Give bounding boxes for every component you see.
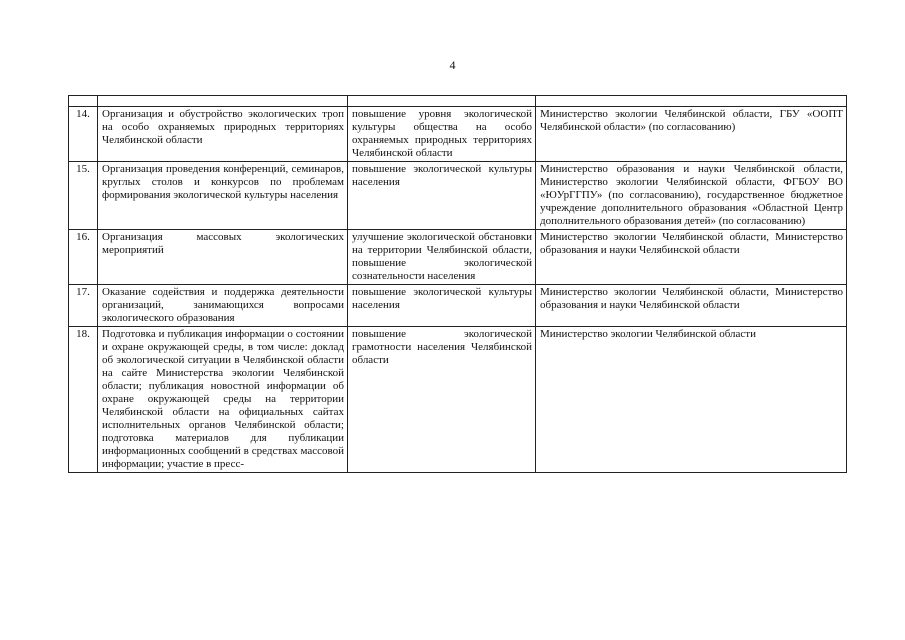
executors-cell [536, 162, 847, 230]
table-row [69, 230, 847, 285]
row-number: 16. [69, 230, 98, 285]
result-cell [348, 107, 536, 162]
action-cell [98, 162, 348, 230]
action-cell [98, 285, 348, 327]
row-number: 18. [69, 327, 98, 473]
action-text: Организация массовых экологических мероприятий [102, 231, 344, 256]
table-row [69, 327, 847, 473]
executors-text: Министерство экологии Челябинской области, Министерство образования и науки Челябинской области [540, 231, 843, 256]
row-number: 15. [69, 162, 98, 230]
result-cell [348, 285, 536, 327]
table-header-row [69, 96, 847, 107]
result-text: повышение экологической грамотности населения Челябинской области [352, 328, 532, 366]
result-text: улучшение экологической обстановки на территории Челябинской области, повышение экологической сознательности населения [352, 231, 532, 282]
executors-cell [536, 285, 847, 327]
executors-cell [536, 327, 847, 473]
executors-text: Министерство экологии Челябинской области [540, 328, 756, 340]
plan-table [68, 95, 847, 473]
header-cell-action [98, 96, 348, 107]
action-text: Оказание содействия и поддержка деятельности организаций, занимающихся вопросами экологического образования [102, 286, 344, 324]
executors-cell [536, 107, 847, 162]
executors-text: Министерство экологии Челябинской области, Министерство образования и науки Челябинской области [540, 286, 843, 311]
executors-text: Министерство экологии Челябинской области, ГБУ «ООПТ Челябинской области» (по согласованию) [540, 108, 843, 133]
action-cell [98, 107, 348, 162]
table-row [69, 162, 847, 230]
table-row [69, 107, 847, 162]
header-cell-executors [536, 96, 847, 107]
result-text: повышение уровня экологической культуры общества на особо охраняемых природных территориях Челябинской области [352, 108, 532, 159]
row-number: 17. [69, 285, 98, 327]
action-text: Подготовка и публикация информации о состоянии и охране окружающей среды, в том числе: доклад об экологической ситуации в Челябинской области на сайте Министерства экологии Челябинской области; публикация новостной информации об охране окружающей среды на территории Челябинской области на официальных сайтах исполнительных органов Челябинской области; подготовка материалов для публикации информационных сообщений в средствах массовой информации; участие в пресс- [102, 328, 344, 470]
result-cell [348, 162, 536, 230]
action-cell [98, 230, 348, 285]
result-cell [348, 230, 536, 285]
row-number: 14. [69, 107, 98, 162]
page-number: 4 [449, 58, 456, 72]
action-cell [98, 327, 348, 473]
table-row [69, 285, 847, 327]
executors-text: Министерство образования и науки Челябинской области, Министерство экологии Челябинской области, ФГБОУ ВО «ЮУрГГПУ» (по согласованию), государственное бюджетное учреждение дополнительного образования «Областной Центр дополнительного образования детей» (по согласованию) [540, 163, 843, 227]
result-text: повышение экологической культуры населения [352, 163, 532, 188]
result-cell [348, 327, 536, 473]
action-text: Организация и обустройство экологических троп на особо охраняемых природных территориях Челябинской области [102, 108, 344, 146]
executors-cell [536, 230, 847, 285]
header-cell-num [69, 96, 98, 107]
header-cell-result [348, 96, 536, 107]
result-text: повышение экологической культуры населения [352, 286, 532, 311]
action-text: Организация проведения конференций, семинаров, круглых столов и конкурсов по проблемам формирования экологической культуры населения [102, 163, 344, 201]
